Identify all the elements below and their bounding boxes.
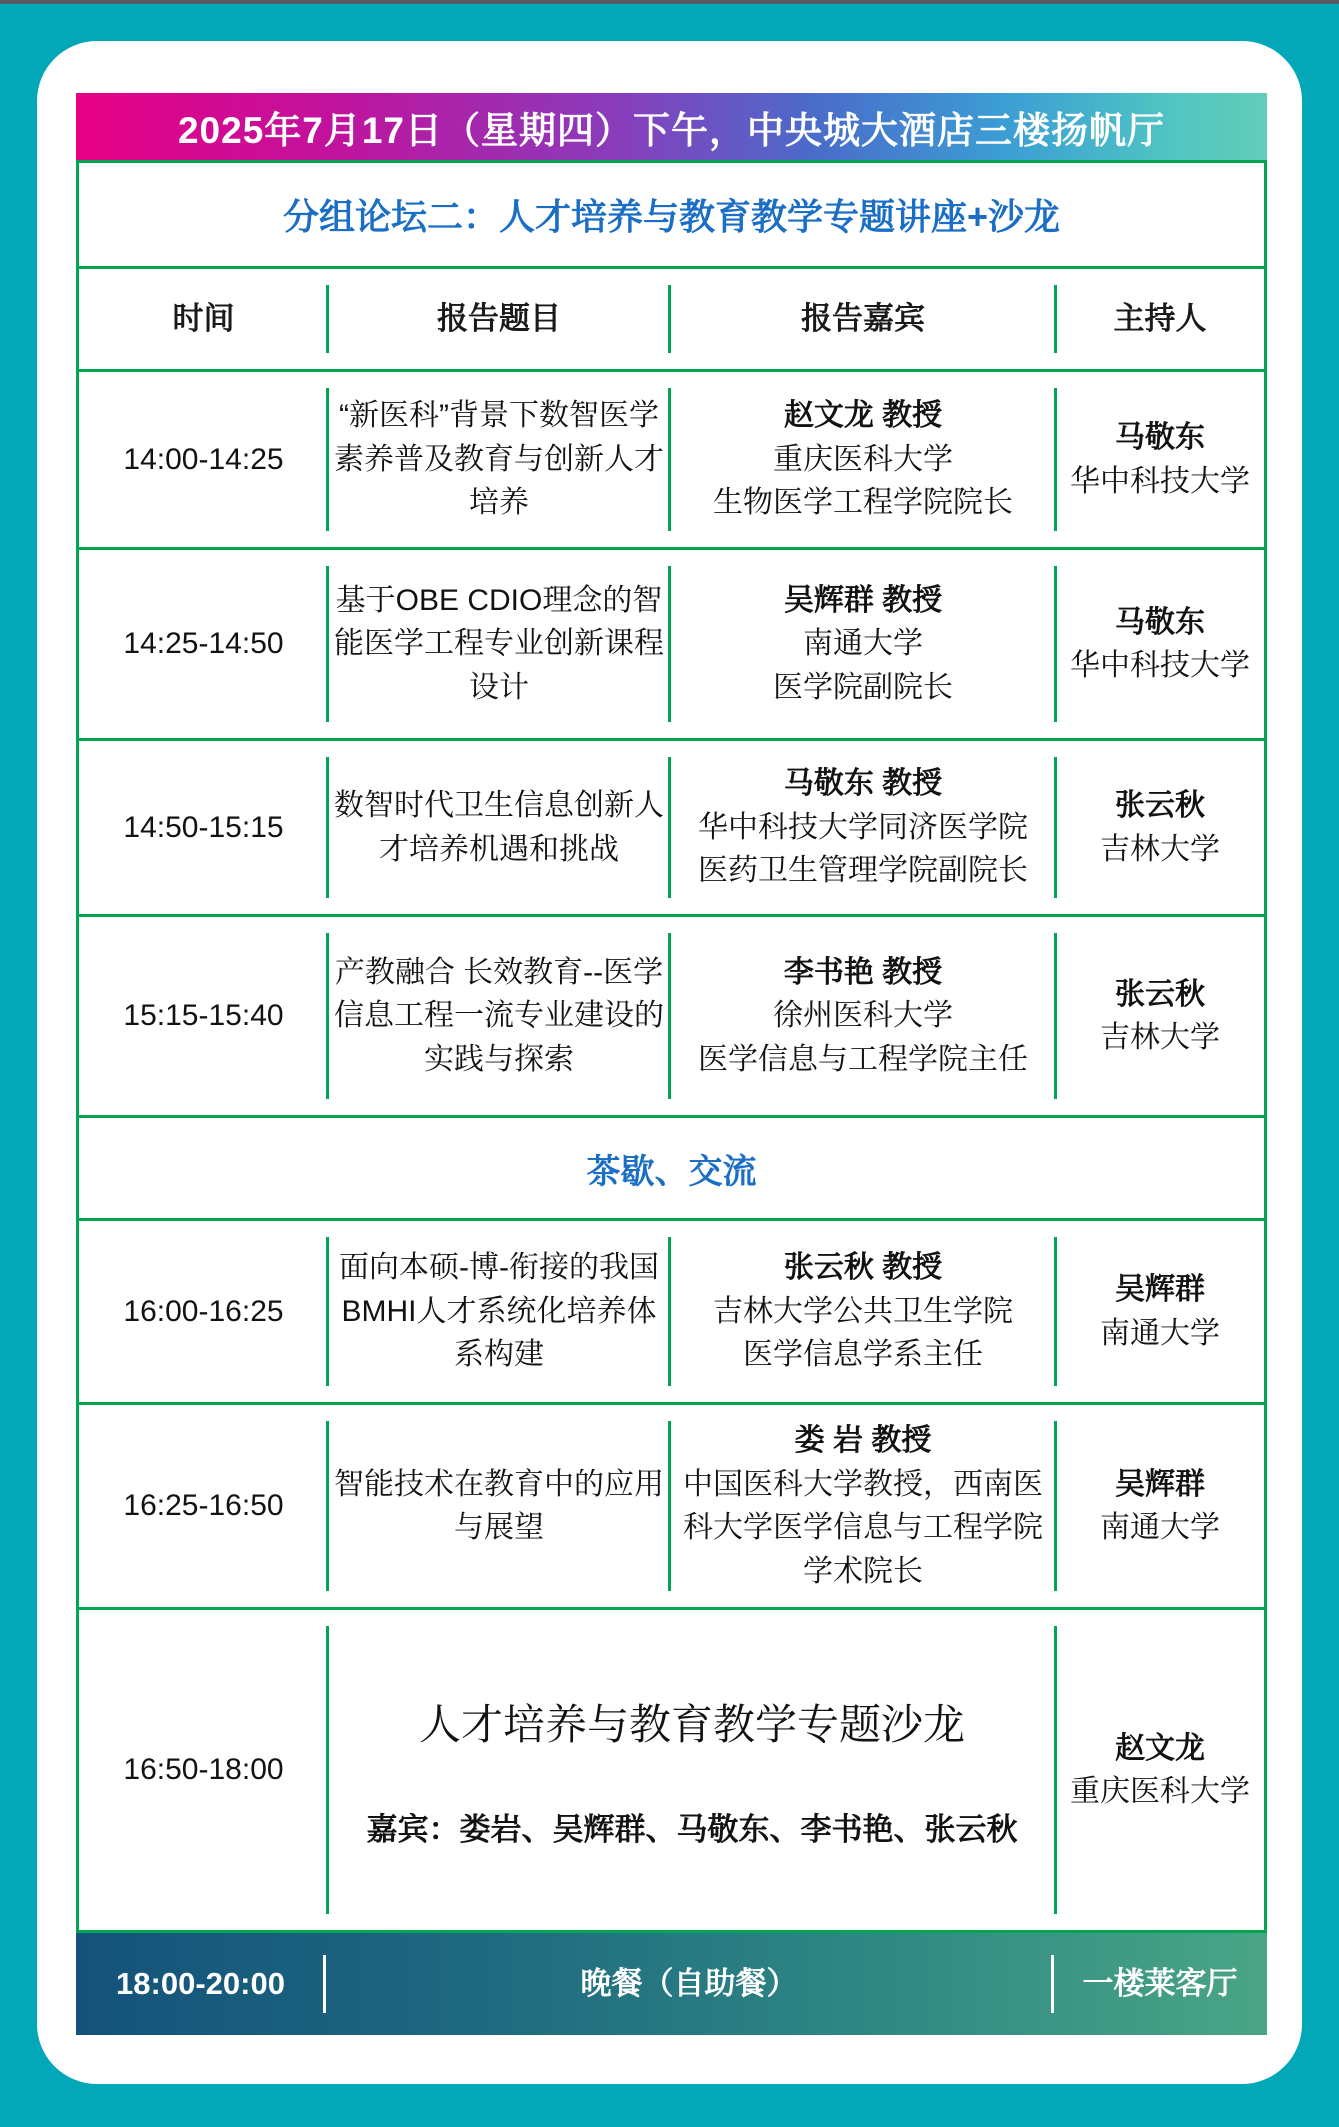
column-divider bbox=[668, 1237, 671, 1386]
guest-cell bbox=[670, 741, 1056, 914]
guest-org: 吉林大学公共卫生学院 医学信息学系主任 bbox=[713, 1294, 1013, 1372]
host-name: 马敬东 bbox=[1115, 421, 1205, 454]
host-org: 吉林大学 bbox=[1100, 832, 1220, 866]
session-row bbox=[79, 1402, 1264, 1607]
salon-title: 人才培养与教育教学专题沙龙 bbox=[418, 1700, 965, 1748]
guest-name: 张云秋 教授 bbox=[783, 1251, 943, 1285]
session-title: 基于OBE CDIO理念的智能医学工程专业创新课程设计 bbox=[334, 583, 664, 704]
column-divider bbox=[326, 757, 329, 898]
column-divider bbox=[326, 1421, 329, 1591]
host-name: 吴辉群 bbox=[1115, 1273, 1205, 1306]
column-divider bbox=[1054, 566, 1057, 722]
salon-time: 16:50-18:00 bbox=[123, 1753, 284, 1787]
salon-host-cell bbox=[1056, 1610, 1264, 1930]
session-time: 16:25-16:50 bbox=[123, 1489, 284, 1523]
guest-org: 华中科技大学同济医学院 医药卫生管理学院副院长 bbox=[698, 810, 1028, 888]
header-title: 报告题目 bbox=[437, 300, 561, 336]
column-divider bbox=[668, 388, 671, 531]
salon-middle bbox=[328, 1610, 1056, 1930]
sessions-after-break bbox=[79, 1218, 1264, 1607]
guest-org: 徐州医科大学 医学信息与工程学院主任 bbox=[698, 999, 1028, 1076]
salon-host-name: 赵文龙 bbox=[1115, 1731, 1205, 1765]
dinner-row bbox=[76, 1933, 1267, 2035]
session-title: “新医科”背景下数智医学素养普及教育与创新人才培养 bbox=[334, 399, 664, 520]
host-cell bbox=[1056, 741, 1264, 914]
host-org: 南通大学 bbox=[1100, 1316, 1220, 1350]
guest-name: 赵文龙 教授 bbox=[783, 399, 943, 433]
session-row bbox=[79, 738, 1264, 914]
session-time: 14:00-14:25 bbox=[123, 442, 284, 476]
tea-break-label: 茶歇、交流 bbox=[586, 1152, 757, 1191]
salon-guests: 嘉宾：娄岩、吴辉群、马敬东、李书艳、张云秋 bbox=[366, 1811, 1018, 1847]
date-venue-text: 2025年7月17日（星期四）下午，中央城大酒店三楼扬帆厅 bbox=[177, 109, 1166, 151]
header-guest: 报告嘉宾 bbox=[801, 300, 925, 336]
column-divider bbox=[323, 1955, 326, 2013]
column-divider bbox=[1054, 1626, 1057, 1914]
session-title: 数智时代卫生信息创新人才培养机遇和挑战 bbox=[334, 789, 664, 866]
column-divider bbox=[1054, 1237, 1057, 1386]
host-org: 南通大学 bbox=[1100, 1511, 1220, 1544]
header-host: 主持人 bbox=[1113, 300, 1207, 336]
guest-org: 重庆医科大学 生物医学工程学院院长 bbox=[713, 442, 1013, 520]
host-cell bbox=[1056, 1221, 1264, 1402]
schedule-card bbox=[37, 41, 1302, 2084]
header-time: 时间 bbox=[172, 300, 235, 336]
host-cell bbox=[1056, 1405, 1264, 1607]
guest-cell bbox=[670, 1221, 1056, 1402]
column-divider bbox=[326, 285, 329, 353]
column-divider bbox=[1054, 285, 1057, 353]
host-cell bbox=[1056, 550, 1264, 738]
guest-cell bbox=[670, 1405, 1056, 1607]
column-divider bbox=[326, 388, 329, 531]
column-divider bbox=[1051, 1955, 1054, 2013]
host-name: 马敬东 bbox=[1115, 605, 1205, 639]
salon-host-org: 重庆医科大学 bbox=[1070, 1775, 1250, 1808]
guest-name: 吴辉群 教授 bbox=[783, 583, 943, 617]
schedule-table bbox=[76, 160, 1267, 1933]
session-row bbox=[79, 1218, 1264, 1402]
column-divider bbox=[668, 566, 671, 722]
salon-row bbox=[79, 1607, 1264, 1930]
column-divider bbox=[326, 566, 329, 722]
guest-name: 李书艳 教授 bbox=[783, 955, 943, 989]
schedule-content bbox=[76, 93, 1267, 2035]
date-venue-banner bbox=[76, 93, 1267, 160]
forum-title: 分组论坛二：人才培养与教育教学专题讲座+沙龙 bbox=[282, 196, 1061, 237]
column-divider bbox=[1054, 1421, 1057, 1591]
host-name: 张云秋 bbox=[1115, 977, 1205, 1011]
guest-name: 娄 岩 教授 bbox=[794, 1424, 932, 1457]
column-divider bbox=[1054, 757, 1057, 898]
table-header-row bbox=[79, 266, 1264, 369]
guest-org: 南通大学 医学院副院长 bbox=[773, 627, 953, 704]
guest-cell bbox=[670, 917, 1056, 1115]
dinner-label: 晚餐（自助餐） bbox=[580, 1965, 798, 2001]
host-cell bbox=[1056, 917, 1264, 1115]
session-time: 14:50-15:15 bbox=[123, 810, 284, 844]
column-divider bbox=[326, 1626, 329, 1914]
session-row bbox=[79, 547, 1264, 738]
forum-title-row bbox=[79, 163, 1264, 266]
column-divider bbox=[668, 1421, 671, 1591]
dinner-location: 一楼莱客厅 bbox=[1082, 1965, 1238, 2001]
column-divider bbox=[668, 285, 671, 353]
guest-name: 马敬东 教授 bbox=[783, 767, 943, 801]
column-divider bbox=[326, 1237, 329, 1386]
column-divider bbox=[1054, 933, 1057, 1099]
host-cell bbox=[1056, 372, 1264, 547]
session-time: 15:15-15:40 bbox=[123, 999, 284, 1033]
top-edge-strip bbox=[0, 0, 1339, 4]
dinner-time: 18:00-20:00 bbox=[116, 1965, 285, 2001]
session-title: 智能技术在教育中的应用与展望 bbox=[334, 1467, 664, 1544]
host-org: 华中科技大学 bbox=[1070, 464, 1250, 498]
tea-break-row bbox=[79, 1115, 1264, 1218]
guest-cell bbox=[670, 550, 1056, 738]
guest-cell bbox=[670, 372, 1056, 547]
column-divider bbox=[326, 933, 329, 1099]
host-name: 吴辉群 bbox=[1115, 1467, 1205, 1501]
session-row bbox=[79, 914, 1264, 1115]
column-divider bbox=[668, 933, 671, 1099]
session-title: 产教融合 长效教育--医学信息工程一流专业建设的实践与探索 bbox=[334, 955, 664, 1076]
host-name: 张云秋 bbox=[1115, 789, 1205, 822]
column-divider bbox=[1054, 388, 1057, 531]
column-divider bbox=[668, 757, 671, 898]
session-time: 16:00-16:25 bbox=[123, 1294, 284, 1328]
session-row bbox=[79, 369, 1264, 547]
guest-org: 中国医科大学教授，西南医科大学医学信息与工程学院学术院长 bbox=[683, 1467, 1043, 1588]
session-time: 14:25-14:50 bbox=[123, 627, 284, 661]
host-org: 吉林大学 bbox=[1100, 1021, 1220, 1054]
host-org: 华中科技大学 bbox=[1070, 649, 1250, 682]
sessions-before-break bbox=[79, 369, 1264, 1115]
session-title: 面向本硕-博-衔接的我国BMHI人才系统化培养体系构建 bbox=[339, 1251, 659, 1372]
